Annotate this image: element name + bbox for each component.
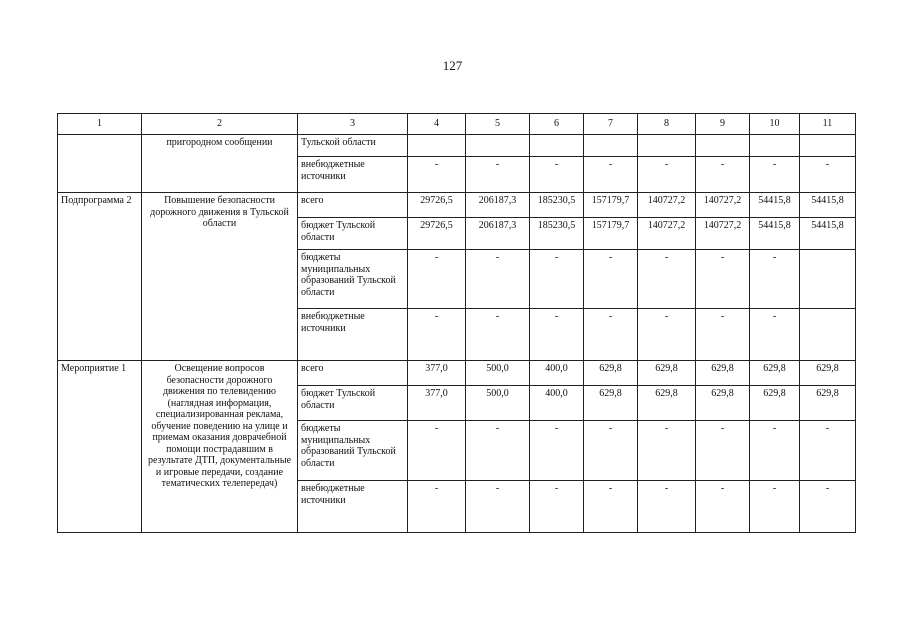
page-number: 127 [442, 58, 463, 73]
funding-source-cell: внебюджетные источники [298, 309, 408, 361]
program-name-cell: Повышение безопасности дорожного движения в Тульской области [142, 193, 298, 361]
value-cell: - [530, 481, 584, 533]
value-cell: 185230,5 [530, 193, 584, 218]
value-cell: - [638, 250, 696, 309]
value-cell: 29726,5 [408, 193, 466, 218]
value-cell: 54415,8 [800, 193, 856, 218]
value-cell: 206187,3 [466, 193, 530, 218]
program-code-cell [58, 135, 142, 193]
value-cell: - [408, 481, 466, 533]
header-cell: 4 [408, 114, 466, 135]
value-cell: - [584, 250, 638, 309]
table-row [58, 135, 856, 157]
value-cell: 157179,7 [584, 218, 638, 250]
funding-source-cell: Тульской области [298, 135, 408, 157]
value-cell [584, 135, 638, 157]
value-cell: - [408, 157, 466, 193]
value-cell: - [696, 309, 750, 361]
value-cell: - [466, 421, 530, 481]
value-cell: 629,8 [800, 386, 856, 421]
value-cell: - [584, 481, 638, 533]
value-cell: 157179,7 [584, 193, 638, 218]
value-cell: - [530, 421, 584, 481]
value-cell: - [750, 309, 800, 361]
header-cell: 9 [696, 114, 750, 135]
value-cell: - [800, 481, 856, 533]
value-cell: 400,0 [530, 386, 584, 421]
value-cell: - [800, 157, 856, 193]
value-cell [750, 135, 800, 157]
value-cell [638, 135, 696, 157]
value-cell: 629,8 [696, 361, 750, 386]
funding-source-cell: внебюджетные источники [298, 481, 408, 533]
funding-source-cell: всего [298, 193, 408, 218]
value-cell: - [750, 421, 800, 481]
header-row [58, 114, 856, 135]
value-cell: - [466, 481, 530, 533]
value-cell [800, 309, 856, 361]
program-name-cell: пригородном сообщении [142, 135, 298, 193]
program-code-cell: Подпрограмма 2 [58, 193, 142, 361]
value-cell: - [696, 250, 750, 309]
funding-source-cell: всего [298, 361, 408, 386]
value-cell: 206187,3 [466, 218, 530, 250]
header-cell: 5 [466, 114, 530, 135]
value-cell: 185230,5 [530, 218, 584, 250]
value-cell [466, 135, 530, 157]
value-cell: - [800, 421, 856, 481]
value-cell: 54415,8 [750, 218, 800, 250]
value-cell [530, 135, 584, 157]
value-cell: 140727,2 [638, 193, 696, 218]
value-cell [800, 135, 856, 157]
value-cell: - [530, 309, 584, 361]
value-cell: 400,0 [530, 361, 584, 386]
value-cell: 500,0 [466, 361, 530, 386]
header-cell: 6 [530, 114, 584, 135]
value-cell [408, 135, 466, 157]
header-cell: 10 [750, 114, 800, 135]
value-cell: 629,8 [584, 361, 638, 386]
budget-table [57, 113, 856, 533]
value-cell: - [530, 157, 584, 193]
value-cell: 629,8 [638, 361, 696, 386]
value-cell: - [750, 250, 800, 309]
value-cell: - [750, 481, 800, 533]
value-cell: - [408, 421, 466, 481]
program-code-cell: Мероприятие 1 [58, 361, 142, 533]
funding-source-cell: бюджет Тульской области [298, 386, 408, 421]
header-cell: 8 [638, 114, 696, 135]
value-cell: - [750, 157, 800, 193]
table-row [58, 361, 856, 386]
program-name-cell: Освещение вопросов безопасности дорожного движения по телевидению (наглядная информация, специализированная реклама, обучение поведению на улице и приемам оказания доврачебной помощи пострадавшим в результате ДТП, документальные и игровые передачи, создание тематических телепередач) [142, 361, 298, 533]
value-cell: - [638, 309, 696, 361]
value-cell: 140727,2 [696, 193, 750, 218]
value-cell: - [466, 250, 530, 309]
header-cell: 2 [142, 114, 298, 135]
header-cell: 11 [800, 114, 856, 135]
value-cell: 29726,5 [408, 218, 466, 250]
value-cell: - [584, 157, 638, 193]
funding-source-cell: бюджеты муниципальных образований Тульской области [298, 250, 408, 309]
value-cell: 629,8 [696, 386, 750, 421]
value-cell: 629,8 [638, 386, 696, 421]
value-cell: 629,8 [800, 361, 856, 386]
funding-source-cell: внебюджетные источники [298, 157, 408, 193]
funding-source-cell: бюджеты муниципальных образований Тульской области [298, 421, 408, 481]
value-cell [696, 135, 750, 157]
value-cell: - [638, 481, 696, 533]
value-cell: - [584, 421, 638, 481]
value-cell: - [584, 309, 638, 361]
value-cell: - [638, 157, 696, 193]
value-cell: 629,8 [750, 361, 800, 386]
value-cell: 54415,8 [750, 193, 800, 218]
value-cell: 500,0 [466, 386, 530, 421]
value-cell: - [466, 309, 530, 361]
header-cell: 7 [584, 114, 638, 135]
value-cell: 377,0 [408, 386, 466, 421]
value-cell: - [696, 421, 750, 481]
value-cell: - [408, 309, 466, 361]
header-cell: 3 [298, 114, 408, 135]
header-cell: 1 [58, 114, 142, 135]
value-cell: 140727,2 [638, 218, 696, 250]
table-row [58, 193, 856, 218]
value-cell: - [696, 481, 750, 533]
value-cell: 629,8 [584, 386, 638, 421]
value-cell: - [466, 157, 530, 193]
value-cell: 377,0 [408, 361, 466, 386]
value-cell [800, 250, 856, 309]
value-cell: - [408, 250, 466, 309]
value-cell: 629,8 [750, 386, 800, 421]
funding-source-cell: бюджет Тульской области [298, 218, 408, 250]
value-cell: - [638, 421, 696, 481]
value-cell: 54415,8 [800, 218, 856, 250]
value-cell: 140727,2 [696, 218, 750, 250]
value-cell: - [530, 250, 584, 309]
value-cell: - [696, 157, 750, 193]
